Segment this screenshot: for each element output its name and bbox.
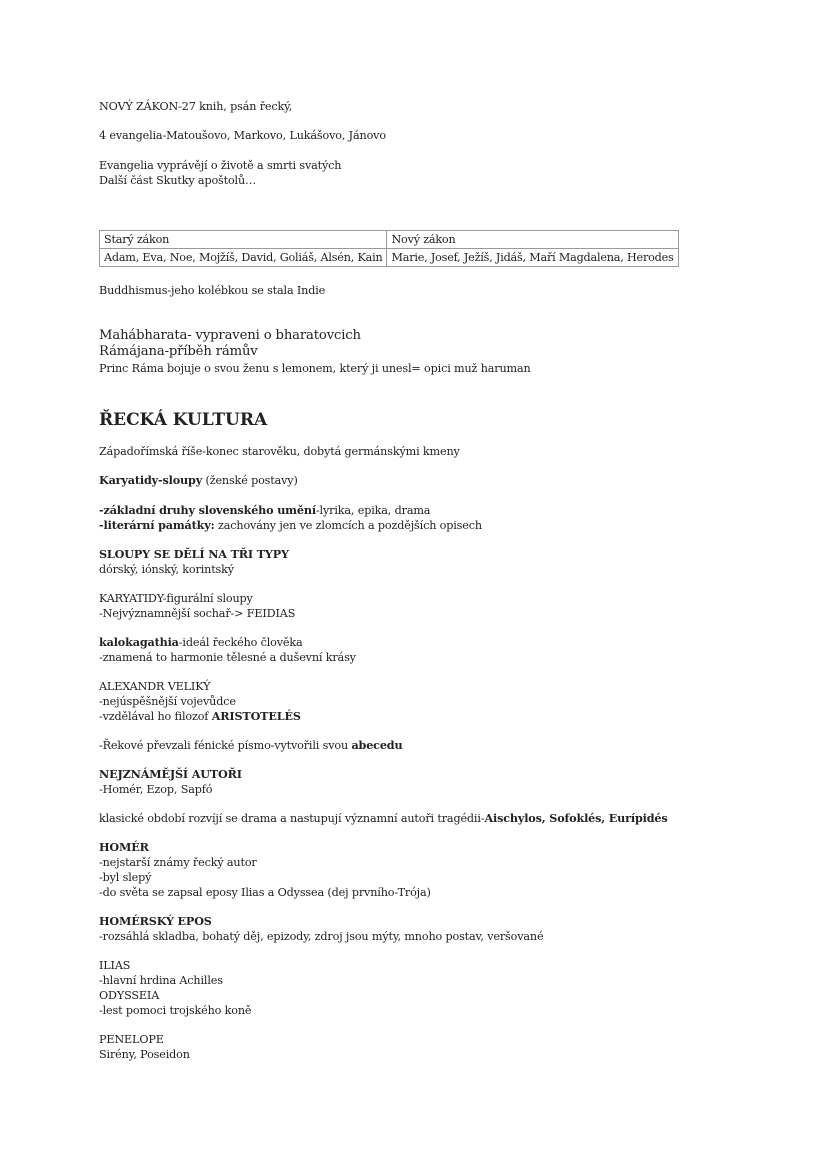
authors-list-line: -Homér, Ezop, Sapfó bbox=[99, 783, 213, 796]
table-row bbox=[100, 249, 679, 267]
alexander-line-2-text: -vzdělával ho filozof bbox=[99, 710, 212, 723]
buddhism-line: Buddhismus-jeho kolébkou se stala Indie bbox=[99, 284, 326, 297]
literary-monuments-desc: zachovány jen ve zlomcích a pozdějších opisech bbox=[214, 519, 482, 532]
authors-heading bbox=[99, 767, 242, 782]
caryatids-line bbox=[99, 473, 298, 488]
homeric-epos-heading-text: HOMÉRSKÝ EPOS bbox=[99, 914, 212, 928]
kalokagathia-def: -ideál řeckého člověka bbox=[178, 636, 303, 649]
acts-line: Další část Skutky apoštolů… bbox=[99, 174, 257, 187]
homer-heading-text: HOMÉR bbox=[99, 840, 149, 854]
homer-line-3: -do světa se zapsal eposy Ilias a Odyssea (dej prvního-Trója) bbox=[99, 886, 431, 899]
caryatids-note: (ženské postavy) bbox=[202, 474, 298, 487]
art-types-line bbox=[99, 503, 430, 518]
testament-characters-table bbox=[99, 230, 679, 267]
literary-monuments-line bbox=[99, 518, 482, 533]
columns-heading bbox=[99, 547, 289, 562]
alphabet-line-text: -Řekové převzali fénické písmo-vytvořili svou bbox=[99, 739, 352, 752]
penelope-desc: Sirény, Poseidon bbox=[99, 1048, 190, 1061]
alphabet-term: abecedu bbox=[351, 738, 403, 752]
table-cell-new-testament: Marie, Josef, Ježíš, Jidáš, Maří Magdalena, Herodes bbox=[387, 249, 678, 267]
karyatidy-line: KARYATIDY-figurální sloupy bbox=[99, 592, 253, 605]
alphabet-line bbox=[99, 738, 402, 753]
ilias-heading: ILIAS bbox=[99, 959, 131, 972]
art-types-list: -lyrika, epika, drama bbox=[315, 504, 431, 517]
homer-heading bbox=[99, 840, 149, 855]
odysseia-desc: -lest pomoci trojského koně bbox=[99, 1004, 252, 1017]
tragedians-names: Aischylos, Sofoklés, Eurípidés bbox=[484, 811, 668, 825]
western-rome-line: Západořímská říše-konec starověku, dobytá germánskými kmeny bbox=[99, 445, 460, 458]
homer-line-1: -nejstarší známy řecký autor bbox=[99, 856, 257, 869]
classic-period-text: klasické období rozvíjí se drama a nastupují významní autoři tragédii- bbox=[99, 812, 485, 825]
table-header-new-testament: Nový zákon bbox=[387, 231, 678, 249]
homer-line-2: -byl slepý bbox=[99, 871, 152, 884]
new-testament-line: NOVÝ ZÁKON-27 knih, psán řecký, bbox=[99, 100, 293, 113]
alexander-line-2 bbox=[99, 709, 301, 724]
gospels-line: 4 evangelia-Matoušovo, Markovo, Lukášovo, Jánovo bbox=[99, 129, 386, 142]
literary-monuments-term: -literární památky: bbox=[99, 518, 215, 532]
penelope-heading: PENELOPE bbox=[99, 1033, 164, 1046]
sculptor-line: -Nejvýznamnější sochař-> FEIDIAS bbox=[99, 607, 296, 620]
classic-period-line bbox=[99, 811, 668, 826]
homeric-epos-desc: -rozsáhlá skladba, bohatý děj, epizody, zdroj jsou mýty, mnoho postav, veršované bbox=[99, 930, 544, 943]
columns-types-line: dórský, iónský, korintský bbox=[99, 563, 234, 576]
homeric-epos-heading bbox=[99, 914, 212, 929]
table-header-old-testament: Starý zákon bbox=[100, 231, 387, 249]
gospels-description-line: Evangelia vyprávějí o životě a smrti svatých bbox=[99, 159, 342, 172]
art-types-term: -základní druhy slovenského umění bbox=[99, 503, 316, 517]
caryatids-term: Karyatidy-sloupy bbox=[99, 473, 203, 487]
odysseia-heading: ODYSSEIA bbox=[99, 989, 160, 1002]
alexander-heading: ALEXANDR VELIKÝ bbox=[99, 680, 211, 693]
greek-culture-heading: ŘECKÁ KULTURA bbox=[99, 410, 268, 430]
ilias-desc: -hlavní hrdina Achilles bbox=[99, 974, 223, 987]
authors-heading-text: NEJZNÁMĚJŠÍ AUTOŘI bbox=[99, 767, 242, 781]
kalokagathia-line bbox=[99, 635, 303, 650]
kalokagathia-term: kalokagathia bbox=[99, 635, 179, 649]
table-header-row bbox=[100, 231, 679, 249]
columns-heading-text: SLOUPY SE DĚLÍ NA TŘI TYPY bbox=[99, 547, 289, 561]
ramayana-line: Rámájana-příběh rámův bbox=[99, 344, 258, 359]
mahabharata-line: Mahábharata- vypraveni o bharatovcich bbox=[99, 328, 361, 343]
alexander-line-1: -nejúspěšnější vojevůdce bbox=[99, 695, 236, 708]
table-cell-old-testament: Adam, Eva, Noe, Mojžíš, David, Goliáš, Alsén, Kain bbox=[100, 249, 387, 267]
rama-story-line: Princ Ráma bojuje o svou ženu s lemonem, který ji unesl= opici muž haruman bbox=[99, 362, 531, 375]
kalokagathia-meaning-line: -znamená to harmonie tělesné a duševní krásy bbox=[99, 651, 356, 664]
aristotle-name: ARISTOTELÉS bbox=[211, 709, 301, 723]
